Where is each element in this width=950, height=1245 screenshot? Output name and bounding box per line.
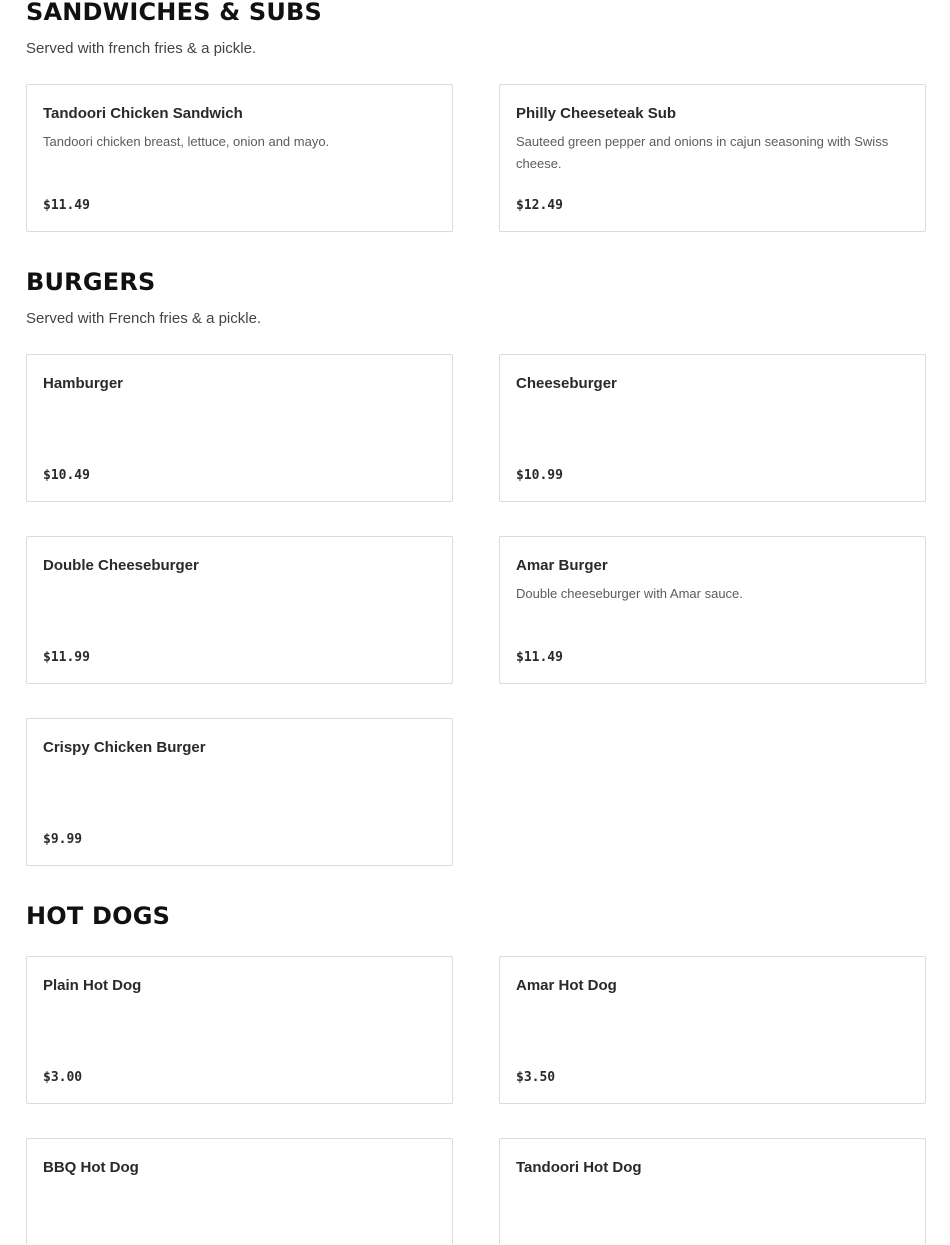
menu-item-card[interactable] — [26, 956, 453, 1104]
menu-item-name: Double Cheeseburger — [43, 557, 199, 574]
menu-item-description: Sauteed green pepper and onions in cajun seasoning with Swiss cheese. — [516, 134, 889, 171]
menu-item-price: $3.00 — [43, 1070, 83, 1085]
menu-item-card[interactable] — [26, 1138, 453, 1245]
menu-item-card[interactable] — [499, 956, 926, 1104]
menu-item-price: $11.99 — [43, 650, 90, 665]
menu-item-price: $12.49 — [516, 198, 563, 213]
menu-item-name: Tandoori Hot Dog — [516, 1159, 642, 1176]
menu-item-name: Tandoori Chicken Sandwich — [43, 105, 243, 122]
menu-item-name: Plain Hot Dog — [43, 977, 142, 994]
section-title-hot-dogs: HOT DOGS — [26, 902, 171, 930]
menu-item-card[interactable] — [499, 536, 926, 684]
menu-item-card[interactable] — [499, 354, 926, 502]
section-description-sandwiches: Served with french fries & a pickle. — [26, 40, 257, 57]
menu-item-price: $3.50 — [516, 1070, 556, 1085]
menu-item-name: Amar Burger — [516, 557, 608, 574]
menu-item-card[interactable] — [499, 1138, 926, 1245]
menu-item-name: Hamburger — [43, 375, 124, 392]
menu-item-name: BBQ Hot Dog — [43, 1159, 139, 1176]
menu-item-price: $9.99 — [43, 832, 83, 847]
menu-item-price: $10.99 — [516, 468, 563, 483]
menu-item-card[interactable] — [499, 84, 926, 232]
section-title-burgers: BURGERS — [26, 268, 156, 296]
section-description-burgers: Served with French fries & a pickle. — [26, 310, 262, 327]
menu-item-name: Amar Hot Dog — [516, 977, 617, 994]
menu-item-card[interactable] — [26, 84, 453, 232]
menu-item-price: $11.49 — [43, 198, 90, 213]
menu-item-name: Cheeseburger — [516, 375, 617, 392]
menu-item-price: $11.49 — [516, 650, 563, 665]
menu-item-description: Double cheeseburger with Amar sauce. — [516, 586, 743, 601]
section-title-sandwiches: SANDWICHES & SUBS — [26, 0, 323, 26]
menu-item-price: $10.49 — [43, 468, 90, 483]
menu-item-name: Philly Cheeseteak Sub — [516, 105, 677, 122]
menu-item-card[interactable] — [26, 354, 453, 502]
menu-item-card[interactable] — [26, 718, 453, 866]
menu-item-card[interactable] — [26, 536, 453, 684]
menu-item-description: Tandoori chicken breast, lettuce, onion and mayo. — [43, 134, 330, 149]
menu-item-name: Crispy Chicken Burger — [43, 739, 206, 756]
